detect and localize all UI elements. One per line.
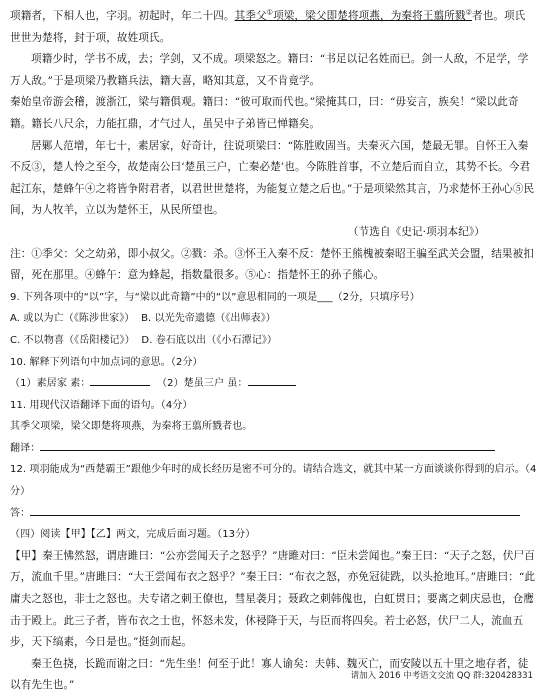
q10-item-1: （1）素居家 素： xyxy=(10,378,91,390)
option-b: B. 以光先帝遗德（《出师表》） xyxy=(141,313,276,325)
question-11-sentence: 其季父项梁，梁父即楚将项燕，为秦将王翦所戮者也。 xyxy=(10,421,253,433)
passage-text: 者也。项氏 xyxy=(471,10,526,22)
passage-paragraph-2: 项籍少时，学书不成，去；学剑，又不成。项梁怒之。籍曰：“书足以记名姓而已。剑一人敌，不足学，学万人敌。”于是项梁乃教籍兵法，籍大喜，略知其意，又不肯竟学。 xyxy=(10,53,529,87)
question-11-answer xyxy=(10,438,537,460)
answer-line[interactable] xyxy=(40,439,495,451)
q10-blank-1[interactable] xyxy=(90,374,150,386)
section-4-jia-paragraph-2: 秦王色挠，长跪而谢之曰：“先生坐！何至于此！寡人谕矣：夫韩、魏灭亡，而安陵以五十里之地存者，徒以有先生也。” xyxy=(10,657,529,692)
passage-paragraph-3: 秦始皇帝游会稽，渡浙江，梁与籍俱观。籍曰：“彼可取而代也。”梁掩其口，曰：“毋妄言，族矣！”梁以此奇籍。籍长八尺余，力能扛鼎，才气过人，虽吴中子弟皆已惮籍矣。 xyxy=(10,96,519,130)
q10-item-2: （2）楚虽三户 虽： xyxy=(157,378,248,390)
question-10-items xyxy=(10,373,537,395)
passage-source: （节选自《史记·项羽本纪》） xyxy=(347,225,485,238)
answer-label: 翻译： xyxy=(10,442,41,454)
q10-blank-2[interactable] xyxy=(248,374,296,386)
notes: 注：①季父：父之幼弟，即小叔父。②戮：杀。③怀王入秦不反：楚怀王熊槐被秦昭王骗至武关会盟，结果被扣留，死在那里。④蜂午：意为蜂起，指数量很多。⑤心：指楚怀王的孙子熊心。 xyxy=(10,247,534,282)
question-12-answer xyxy=(10,503,537,525)
passage-line-2: 世世为楚将，封于项，故姓项氏。 xyxy=(10,31,171,44)
option-d: D. 卷石底以出（《小石潭记》） xyxy=(141,334,278,346)
question-11: 11. 用现代汉语翻译下面的语句。（4分） xyxy=(10,399,193,411)
option-a: A. 或以为亡（《陈涉世家》） xyxy=(10,313,135,325)
section-4-heading: （四）阅读【甲】【乙】两文，完成后面习题。（13分） xyxy=(10,529,256,541)
question-10: 10. 解释下列语句中加点词的意思。（2分） xyxy=(10,356,203,368)
section-4-jia-paragraph-1: 【甲】秦王怫然怒，谓唐雎曰：“公亦尝闻天子之怒乎？”唐雎对曰：“臣未尝闻也。”秦王曰：“天子之怒，伏尸百万，流血千里。”唐雎曰：“大王尝闻布衣之怒乎？”秦王曰：“布衣之怒，亦免冠徒跣，以头抢地耳。”唐雎曰：“此庸夫之怒也，非士之怒也。夫专诸之刺王僚也，彗星袭月；聂政之刺韩傀也，白虹贯日；要离之刺庆忌也，仓鹰击于殿上。此三子者，皆布衣之士也，怀怒未发，休祲降于天，与臣而将四矣。若士必怒，伏尸二人，流血五步，天下缟素，今日是也。”挺剑而起。 xyxy=(10,549,536,649)
passage-paragraph-4: 居鄛人范增，年七十，素居家，好奇计，往说项梁曰：“陈胜败固当。夫秦灭六国，楚最无罪。自怀王入秦不反③，楚人怜之至今，故楚南公曰‘楚虽三户，亡秦必楚’也。今陈胜首事，不立楚后而自立，其势不长。今君起江东，楚蜂午④之将皆争附君者，以君世世楚将，为能复立楚之后也。”于是项梁然其言，乃求楚怀王孙心⑤民间，为人牧羊，立以为楚怀王，从民所望也。 xyxy=(10,139,535,217)
footer-note: 请加入 2016 中考语文交流 QQ 群:320428331 xyxy=(350,671,533,681)
option-c: C. 不以物喜（《岳阳楼记》） xyxy=(10,334,135,346)
question-9-options-cd xyxy=(10,330,537,352)
question-9-options-ab xyxy=(10,308,537,330)
passage-line-1 xyxy=(10,6,537,28)
answer-label: 答： xyxy=(10,507,31,519)
answer-line[interactable] xyxy=(30,504,520,516)
passage-text: 项籍者，下相人也，字羽。初起时，年二十四。 xyxy=(10,10,235,22)
question-12: 12. 项羽能成为“西楚霸王”跟他少年时的成长经历是密不可分的。请结合选文，就其中某一方面谈谈你得到的启示。（4分） xyxy=(10,464,537,498)
underlined-sentence: 其季父①项梁，梁父即楚将项燕，为秦将王翦所戮② xyxy=(234,8,472,22)
question-9: 9. 下列各项中的“以”字，与“梁以此奇籍”中的“以”意思相同的一项是___（2分，只填序号） xyxy=(10,291,420,303)
